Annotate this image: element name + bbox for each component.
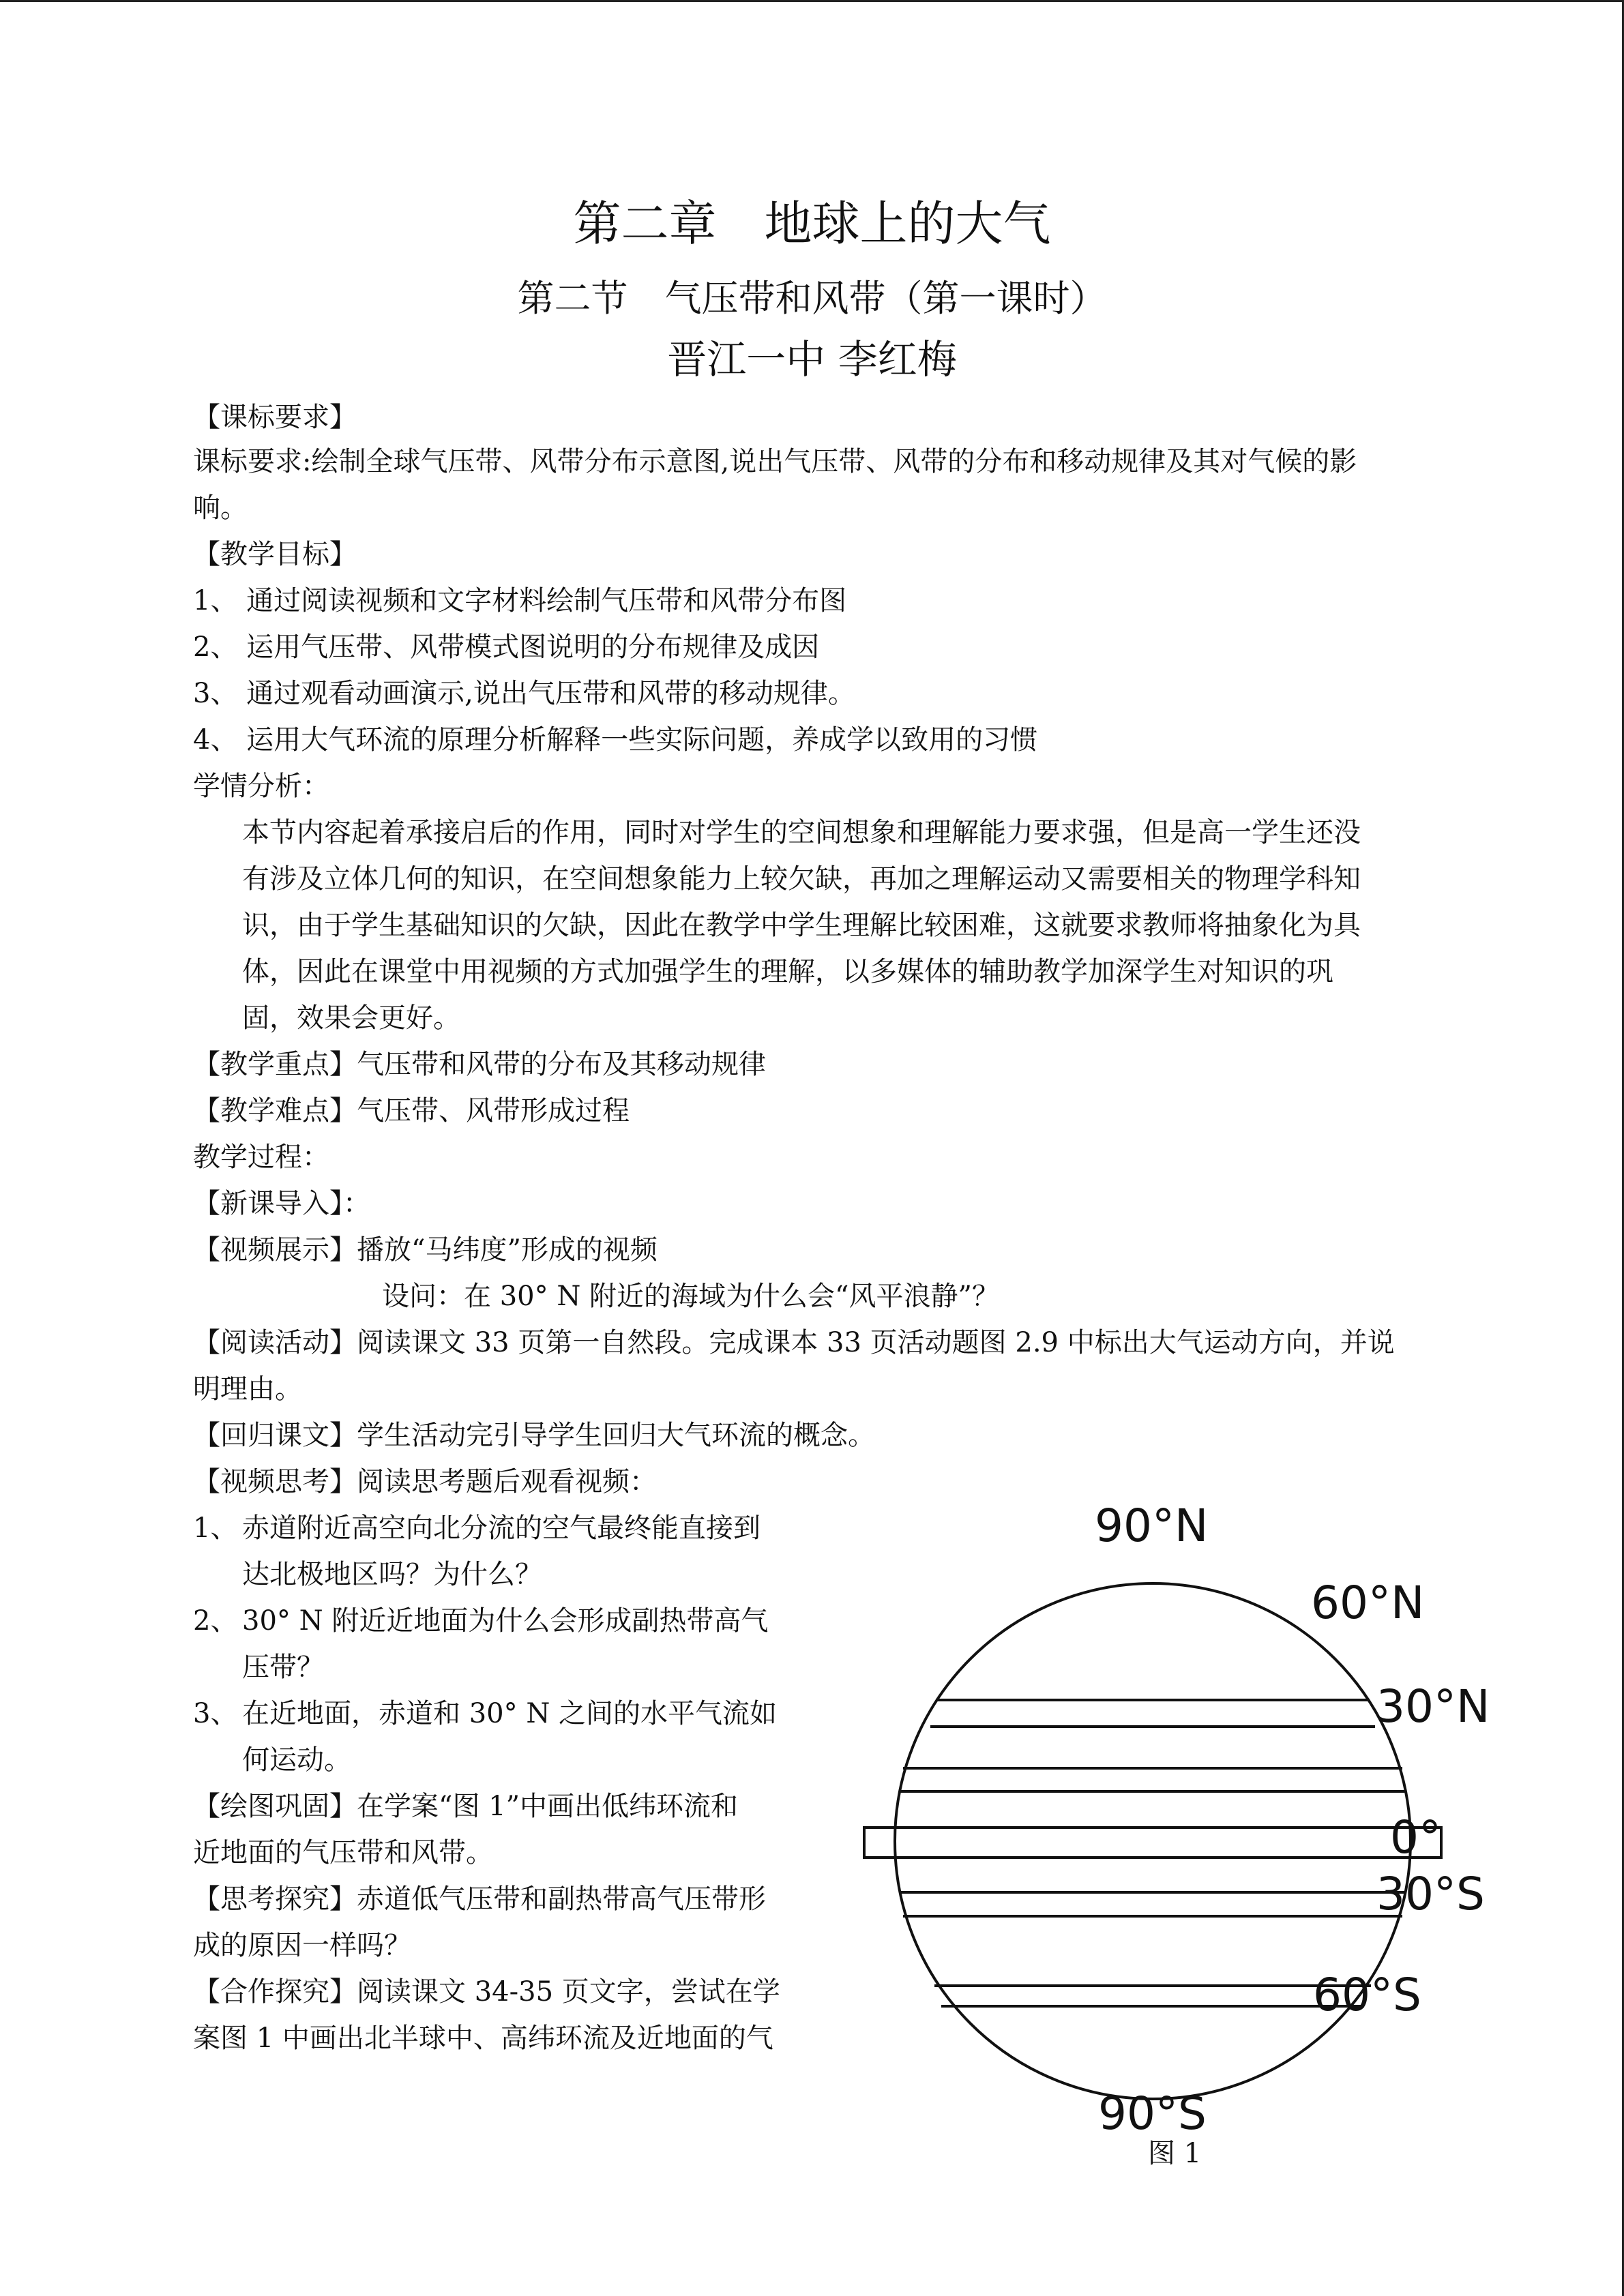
difficulty-point: 【教学难点】气压带、风带形成过程 — [193, 1095, 630, 1127]
objective-item: 3、 通过观看动画演示,说出气压带和风带的移动规律。 — [193, 678, 855, 709]
question-line: 达北极地区吗？为什么？ — [242, 1559, 542, 1590]
new-lesson-intro: 【新课导入】： — [193, 1188, 370, 1219]
drawing-task-line-2: 近地面的气压带和风带。 — [193, 1837, 493, 1868]
question-line: 赤道附近高空向北分流的空气最终能直接到 — [242, 1512, 761, 1544]
label-30s: 30°S — [1376, 1868, 1485, 1920]
objectives-heading: 【教学目标】 — [193, 539, 357, 570]
analysis-line: 固，效果会更好。 — [242, 1002, 460, 1034]
curriculum-heading: 【课标要求】 — [193, 402, 357, 433]
figure-caption: 图 1 — [1148, 2138, 1202, 2169]
label-90s: 90°S — [1098, 2087, 1207, 2140]
section-title: 第二节 气压带和风带（第一课时） — [517, 277, 1107, 320]
label-60s: 60°S — [1313, 1969, 1421, 2021]
question-line: 30° N 附近近地面为什么会形成副热带高气 — [242, 1605, 769, 1637]
objective-item: 1、 通过阅读视频和文字材料绘制气压带和风带分布图 — [193, 585, 847, 616]
key-point: 【教学重点】气压带和风带的分布及其移动规律 — [193, 1049, 766, 1080]
video-think: 【视频思考】阅读思考题后观看视频： — [193, 1466, 657, 1497]
analysis-line: 本节内容起着承接启后的作用，同时对学生的空间想象和理解能力要求强，但是高一学生还没 — [242, 817, 1361, 848]
reading-activity-line-2: 明理由。 — [193, 1373, 302, 1405]
analysis-line: 有涉及立体几何的知识，在空间想象能力上较欠缺，再加之理解运动又需要相关的物理学科知 — [242, 863, 1361, 895]
page-border-top — [0, 0, 1624, 2]
curriculum-text-line-1: 课标要求:绘制全球气压带、风带分布示意图,说出气压带、风带的分布和移动规律及其对气候的影 — [193, 446, 1357, 477]
label-60n: 60°N — [1311, 1577, 1425, 1629]
analysis-line: 体，因此在课堂中用视频的方式加强学生的理解，以多媒体的辅助教学加深学生对知识的巩 — [242, 956, 1333, 987]
return-to-text: 【回归课文】学生活动完引导学生回归大气环流的概念。 — [193, 1420, 875, 1451]
chapter-title: 第二章 地球上的大气 — [573, 196, 1051, 252]
question-line: 何运动。 — [242, 1744, 351, 1776]
inquiry-line-2: 成的原因一样吗？ — [193, 1930, 411, 1961]
cooperative-inquiry-line-2: 案图 1 中画出北半球中、高纬环流及近地面的气 — [193, 2023, 773, 2054]
curriculum-text-line-2: 响。 — [193, 492, 248, 524]
question-number: 2、 — [193, 1605, 238, 1637]
cooperative-inquiry-line-1: 【合作探究】阅读课文 34-35 页文字，尝试在学 — [193, 1976, 780, 2008]
label-90n: 90°N — [1095, 1500, 1209, 1552]
reading-activity-line-1: 【阅读活动】阅读课文 33 页第一自然段。完成课本 33 页活动题图 2.9 中标出大气运动方向，并说 — [193, 1327, 1395, 1358]
question-number: 1、 — [193, 1512, 238, 1544]
label-equator: 0° — [1390, 1811, 1441, 1864]
objective-item: 2、 运用气压带、风带模式图说明的分布规律及成因 — [193, 631, 820, 663]
analysis-heading: 学情分析： — [193, 771, 329, 802]
question-line: 在近地面，赤道和 30° N 之间的水平气流如 — [242, 1698, 778, 1729]
label-30n: 30°N — [1376, 1680, 1490, 1733]
video-display: 【视频展示】播放“马纬度”形成的视频 — [193, 1234, 658, 1266]
inquiry-line-1: 【思考探究】赤道低气压带和副热带高气压带形 — [193, 1883, 766, 1915]
objective-item: 4、 运用大气环流的原理分析解释一些实际问题，养成学以致用的习惯 — [193, 724, 1038, 756]
question-line: 压带？ — [242, 1652, 324, 1683]
author-line: 晋江一中 李红梅 — [667, 336, 957, 383]
drawing-task-line-1: 【绘图巩固】在学案“图 1”中画出低纬环流和 — [193, 1791, 739, 1822]
question-number: 3、 — [193, 1698, 238, 1729]
globe-outline — [895, 1583, 1411, 2099]
video-question: 设问：在 30° N 附近的海域为什么会“风平浪静”？ — [382, 1281, 999, 1312]
process-heading: 教学过程： — [193, 1142, 329, 1173]
analysis-line: 识，由于学生基础知识的欠缺，因此在教学中学生理解比较困难，这就要求教师将抽象化为具 — [242, 910, 1361, 941]
globe-diagram — [818, 1473, 1501, 2196]
